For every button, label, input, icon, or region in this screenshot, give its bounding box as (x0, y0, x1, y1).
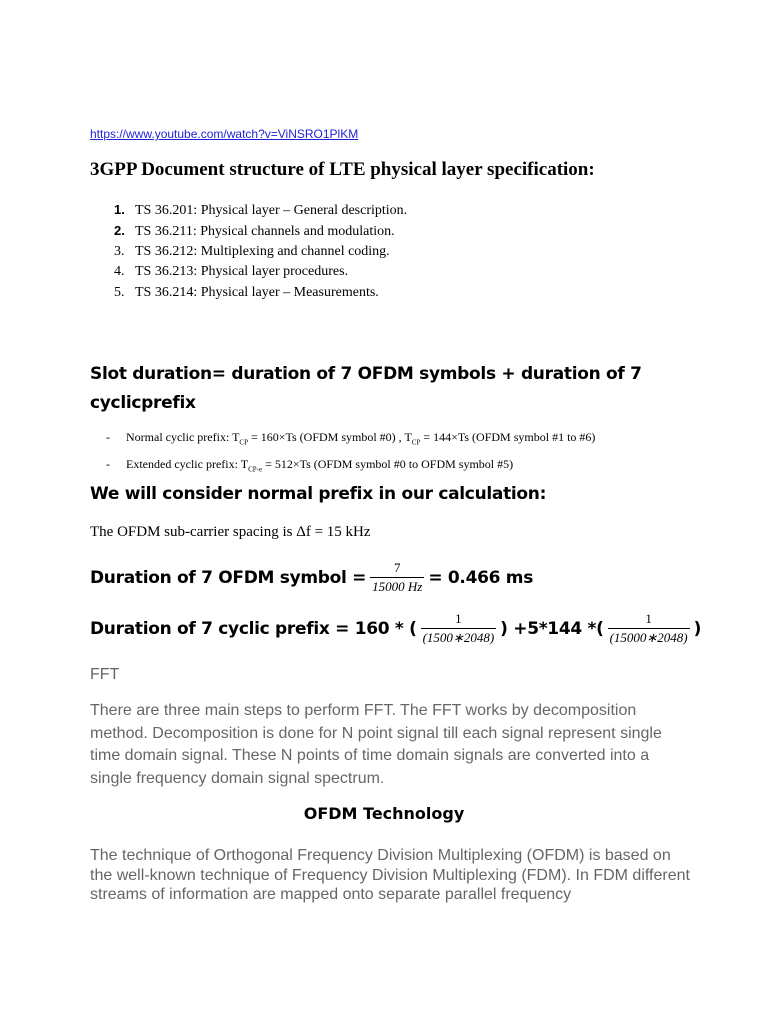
bullet-text: = 144×Ts (OFDM symbol #1 to #6) (420, 430, 596, 444)
bullet-text: = 512×Ts (OFDM symbol #0 to OFDM symbol #5) (262, 457, 514, 471)
bullet-text: = 160×Ts (OFDM symbol #0) , T (247, 430, 412, 444)
fraction (370, 560, 424, 595)
list-text: TS 36.201: Physical layer – General description. (135, 203, 408, 218)
fraction (421, 611, 497, 646)
subscript: CP-e (248, 465, 263, 474)
subscript: CP (411, 438, 421, 447)
list-text: TS 36.214: Physical layer – Measurements. (135, 285, 379, 301)
list-item (90, 200, 407, 221)
list-text: TS 36.212: Multiplexing and channel coding. (135, 243, 390, 259)
bullet-text: Extended cyclic prefix: T (126, 457, 249, 471)
subscript: CP (239, 438, 248, 447)
slot-duration-heading: Slot duration= duration of 7 OFDM symbols + duration of 7 cyclicprefix (90, 364, 642, 413)
subcarrier-spacing-text: The OFDM sub-carrier spacing is Δf = 15 kHz (90, 524, 371, 540)
equation-lhs: Duration of 7 cyclic prefix = 160 * ( (90, 618, 417, 639)
ofdm-paragraph: The technique of Orthogonal Frequency Division Multiplexing (OFDM) is based on the well-known technique of Frequency Division Multiplexing (FDM). In FDM different streams of information are mapped onto separate parallel frequency (90, 847, 690, 903)
numerator: 1 (645, 611, 652, 626)
denominator: (1500∗2048) (422, 630, 495, 645)
equation-middle: ) +5*144 *( (500, 618, 604, 639)
bullet-text: Normal cyclic prefix: T (126, 430, 240, 444)
list-number: 2. (114, 222, 125, 238)
document-heading: 3GPP Document structure of LTE physical layer specification: (90, 159, 595, 180)
normal-prefix-bullet (106, 430, 595, 446)
ofdm-symbol-equation (90, 560, 533, 595)
list-number: 1. (114, 202, 125, 217)
equation-lhs: Duration of 7 OFDM symbol = (90, 567, 367, 588)
numerator: 7 (393, 560, 401, 575)
cyclic-prefix-equation (90, 611, 701, 646)
bullet-dash: - (106, 430, 110, 444)
fft-title: FFT (90, 666, 120, 683)
list-text: TS 36.213: Physical layer procedures. (135, 264, 349, 280)
fft-paragraph: There are three main steps to perform FFT. The FFT works by decomposition method. Decomposition is done for N point signal till each signal represent single time domain signal. These N points of time domain signals are converted into a single frequency domain signal spectrum. (90, 702, 662, 787)
list-item (90, 283, 407, 304)
list-text: TS 36.211: Physical channels and modulation. (135, 223, 395, 239)
list-number: 4. (114, 264, 125, 280)
numerator: 1 (455, 611, 462, 626)
equation-end: ) (693, 618, 702, 639)
youtube-link[interactable]: https://www.youtube.com/watch?v=ViNSRO1PlKM (90, 127, 359, 141)
list-number: 3. (114, 243, 125, 259)
list-number: 5. (114, 285, 125, 301)
spec-list (90, 200, 407, 304)
fraction (608, 611, 690, 646)
denominator: (15000∗2048) (609, 630, 688, 645)
ofdm-heading: OFDM Technology (303, 804, 465, 823)
denominator: 15000 Hz (372, 579, 423, 594)
list-item (90, 221, 407, 242)
normal-prefix-heading: We will consider normal prefix in our calculation: (90, 484, 547, 504)
equation-rhs: = 0.466 ms (428, 567, 534, 588)
bullet-dash: - (106, 457, 110, 471)
list-item (90, 262, 407, 283)
list-item (90, 242, 407, 263)
extended-prefix-bullet (106, 457, 513, 473)
